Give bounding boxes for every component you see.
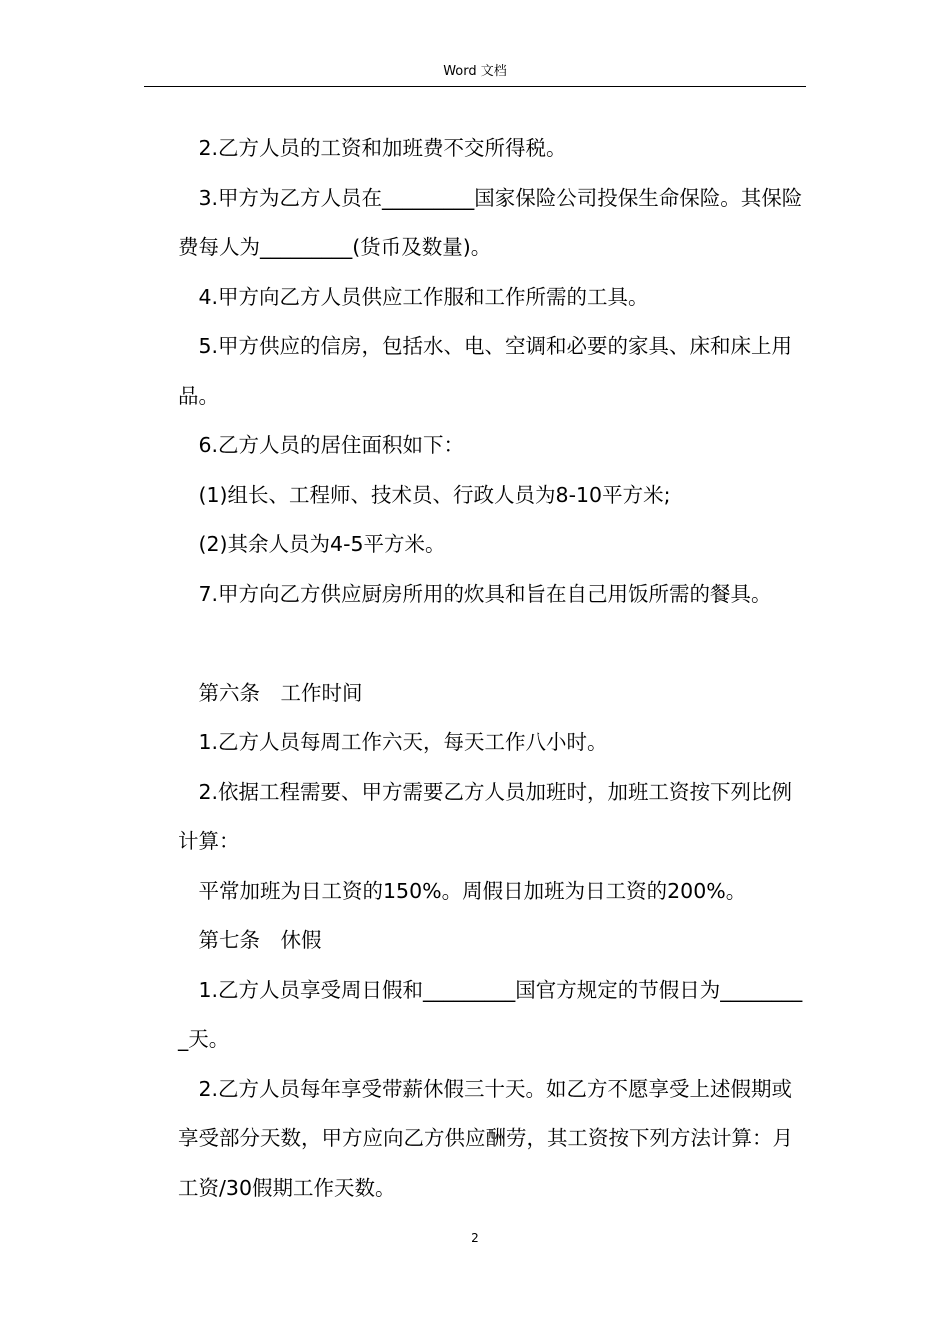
paragraph-clause-6-2: 2.依据工程需要、甲方需要乙方人员加班时，加班工资按下列比例计算： xyxy=(178,779,793,853)
paragraph-clause-5-6: 6.乙方人员的居住面积如下： xyxy=(198,433,465,457)
article-6-heading: 第六条 工作时间 xyxy=(198,680,363,705)
paragraph-clause-5-4: 4.甲方向乙方人员供应工作服和工作所需的工具。 xyxy=(198,284,649,309)
article-7-heading: 第七条 休假 xyxy=(198,928,322,952)
paragraph-clause-5-5: 5.甲方供应的信房，包括水、电、空调和必要的家具、床和床上用品。 xyxy=(178,334,793,408)
paragraph-overtime-rates: 平常加班为日工资的150%。周假日加班为日工资的200%。 xyxy=(198,878,747,903)
paragraph-clause-7-1: 1.乙方人员享受周日假和_________国官方规定的节假日为_________天。 xyxy=(178,977,803,1051)
blank-line xyxy=(178,619,808,669)
paragraph-clause-6-1: 1.乙方人员每周工作六天，每天工作八小时。 xyxy=(198,730,608,754)
paragraph-clause-5-2: 2.乙方人员的工资和加班费不交所得税。 xyxy=(198,136,567,160)
paragraph-clause-5-3: 3.甲方为乙方人员在_________国家保险公司投保生命保险。其保险费每人为_________(货币及数量)。 xyxy=(178,185,803,259)
page-number: 2 xyxy=(471,1231,479,1245)
document-body xyxy=(178,124,808,1213)
paragraph-clause-5-6-1: (1)组长、工程师、技术员、行政人员为8-10平方米; xyxy=(198,482,671,507)
paragraph-clause-5-7: 7.甲方向乙方供应厨房所用的炊具和旨在自己用饭所需的餐具。 xyxy=(198,581,772,606)
header-divider xyxy=(144,86,806,87)
paragraph-clause-7-2: 2.乙方人员每年享受带薪休假三十天。如乙方不愿享受上述假期或享受部分天数，甲方应向乙方供应酬劳，其工资按下列方法计算：月工资/30假期工作天数。 xyxy=(178,1076,793,1200)
page-header: Word 文档 xyxy=(443,64,507,79)
paragraph-clause-5-6-2: (2)其余人员为4-5平方米。 xyxy=(198,532,446,556)
